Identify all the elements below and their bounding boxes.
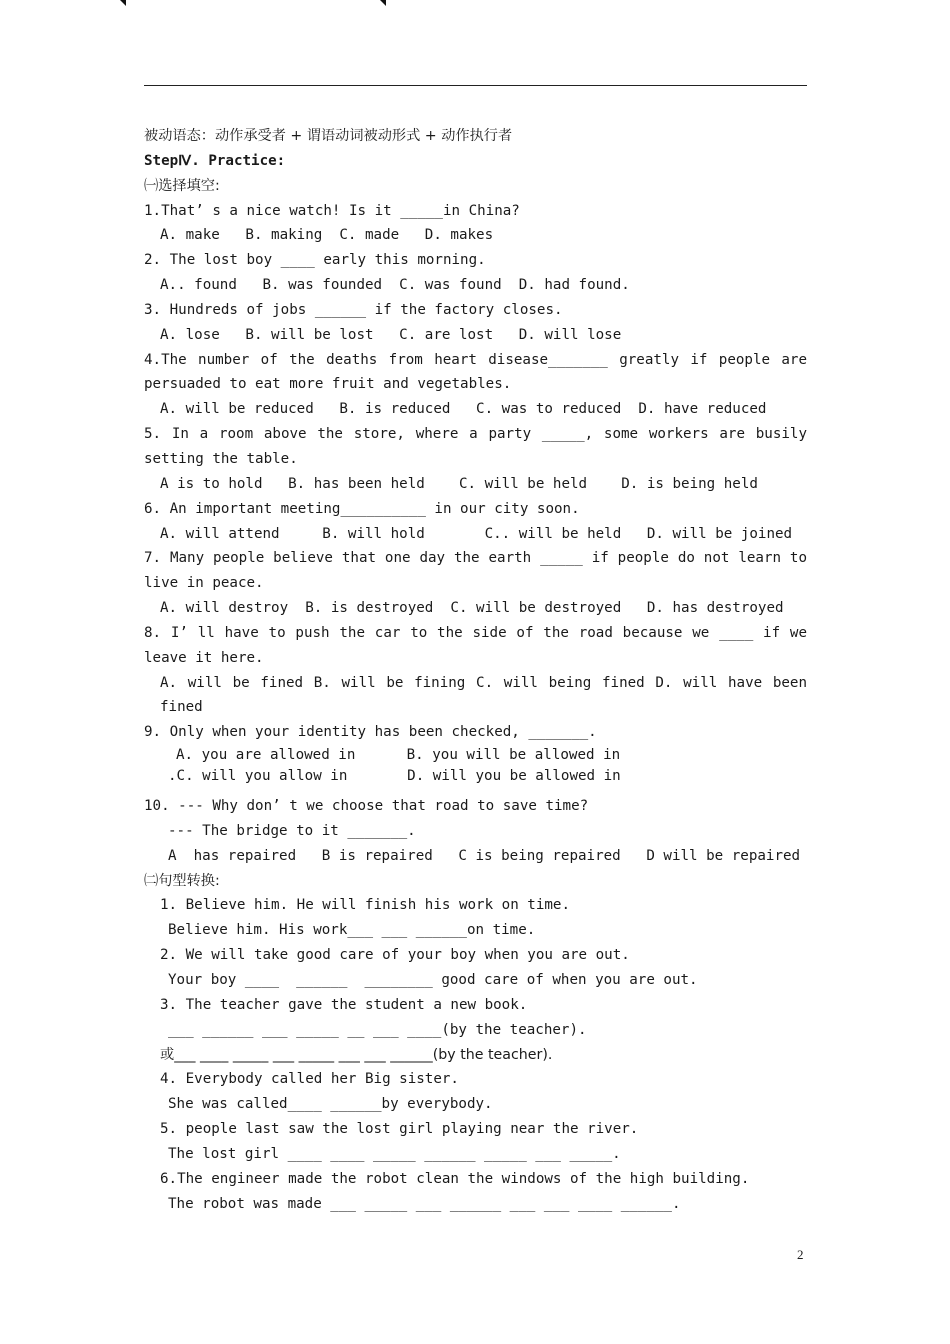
question-text: 3. Hundreds of jobs ______ if the factory closes. [144, 301, 563, 318]
transform-question: 1. Believe him. He will finish his work on time. [160, 897, 570, 914]
question-6 [144, 497, 807, 547]
intro-line: 被动语态：动作承受者 + 谓语动词被动形式 + 动作执行者 [144, 128, 513, 144]
question-options: A. you are allowed in B. you will be allowed in [176, 747, 621, 764]
question-9 [144, 720, 807, 794]
question-options: A.. found B. was founded C. was found D. had found. [160, 277, 630, 294]
section2-title: ㈡句型转换: [144, 872, 220, 889]
transform-item-2 [144, 943, 807, 993]
question-text: 5. In a room above the store, where a party _____, some workers are busily setting the table. [144, 426, 807, 467]
transform-question: 4. Everybody called her Big sister. [160, 1071, 459, 1088]
question-options: A. will attend B. will hold C.. will be held D. will be joined [160, 525, 793, 542]
transform-item-6 [144, 1167, 807, 1217]
transform-question: 2. We will take good care of your boy when you are out. [160, 947, 630, 964]
question-3 [144, 298, 807, 348]
section1-title: ㈠选择填空: [144, 177, 220, 194]
question-text: 8. I’ ll have to push the car to the side of the road because we ____ if we leave it here. [144, 624, 807, 666]
header-rule [144, 85, 807, 86]
question-options: A has repaired B is repaired C is being repaired D will be repaired [168, 847, 801, 864]
corner-mark-right [380, 0, 386, 6]
question-5 [144, 422, 807, 497]
transform-question: 3. The teacher gave the student a new book. [160, 996, 528, 1013]
transform-answer: Believe him. His work___ ___ ______on time. [168, 922, 536, 939]
transform-answer: The robot was made ___ _____ ___ ______ ___ ___ ____ ______. [168, 1195, 681, 1212]
question-options: A. will be fined B. will be fining C. will being fined D. will have been fined [160, 674, 807, 716]
worksheet-body [144, 124, 807, 1216]
transform-item-1 [144, 893, 807, 943]
question-text: 6. An important meeting__________ in our city soon. [144, 500, 580, 517]
question-7 [144, 546, 807, 621]
step-title: StepⅣ. Practice: [144, 152, 286, 169]
question-options: --- The bridge to it _______. [168, 822, 416, 839]
question-text: 2. The lost boy ____ early this morning. [144, 252, 486, 269]
transform-question: 6.The engineer made the robot clean the windows of the high building. [160, 1170, 750, 1187]
question-options: A. lose B. will be lost C. are lost D. will lose [160, 326, 622, 343]
transform-item-3 [144, 993, 807, 1068]
transform-question: 5. people last saw the lost girl playing near the river. [160, 1121, 639, 1138]
transform-answer-alt: 或___ ____ _____ ___ _____ ___ ___ ______(by the teacher). [160, 1046, 553, 1063]
question-text: 10. --- Why don’ t we choose that road to save time? [144, 798, 589, 815]
question-text: 1.That’ s a nice watch! Is it _____in China? [144, 202, 520, 219]
transform-answer: Your boy ____ ______ ________ good care of when you are out. [168, 972, 698, 988]
question-text: 7. Many people believe that one day the earth _____ if people do not learn to live in peace. [144, 550, 807, 592]
transform-answer: ___ ______ ___ _____ __ ___ ____(by the teacher). [168, 1021, 587, 1038]
transform-item-5 [144, 1117, 807, 1167]
transform-item-4 [144, 1067, 807, 1117]
transform-answer: The lost girl ____ ____ _____ ______ _____ ___ _____. [168, 1145, 621, 1162]
question-options: A is to hold B. has been held C. will be held D. is being held [160, 475, 758, 492]
question-10 [144, 794, 807, 869]
page-number: 2 [797, 1247, 804, 1262]
question-options: A. make B. making C. made D. makes [160, 227, 494, 244]
corner-mark-left [120, 0, 126, 6]
question-options: A. will destroy B. is destroyed C. will be destroyed D. has destroyed [160, 600, 784, 617]
question-text: 4.The number of the deaths from heart disease_______ greatly if people are persuaded to eat more fruit and vegetables. [144, 351, 807, 393]
question-text: 9. Only when your identity has been checked, _______. [144, 724, 597, 741]
transform-answer: She was called____ ______by everybody. [168, 1096, 493, 1113]
question-1 [144, 199, 807, 249]
question-8 [144, 621, 807, 720]
question-4 [144, 348, 807, 423]
question-options: A. will be reduced B. is reduced C. was to reduced D. have reduced [160, 401, 767, 418]
question-2 [144, 248, 807, 298]
question-options: .C. will you allow in D. will you be allowed in [168, 768, 621, 785]
